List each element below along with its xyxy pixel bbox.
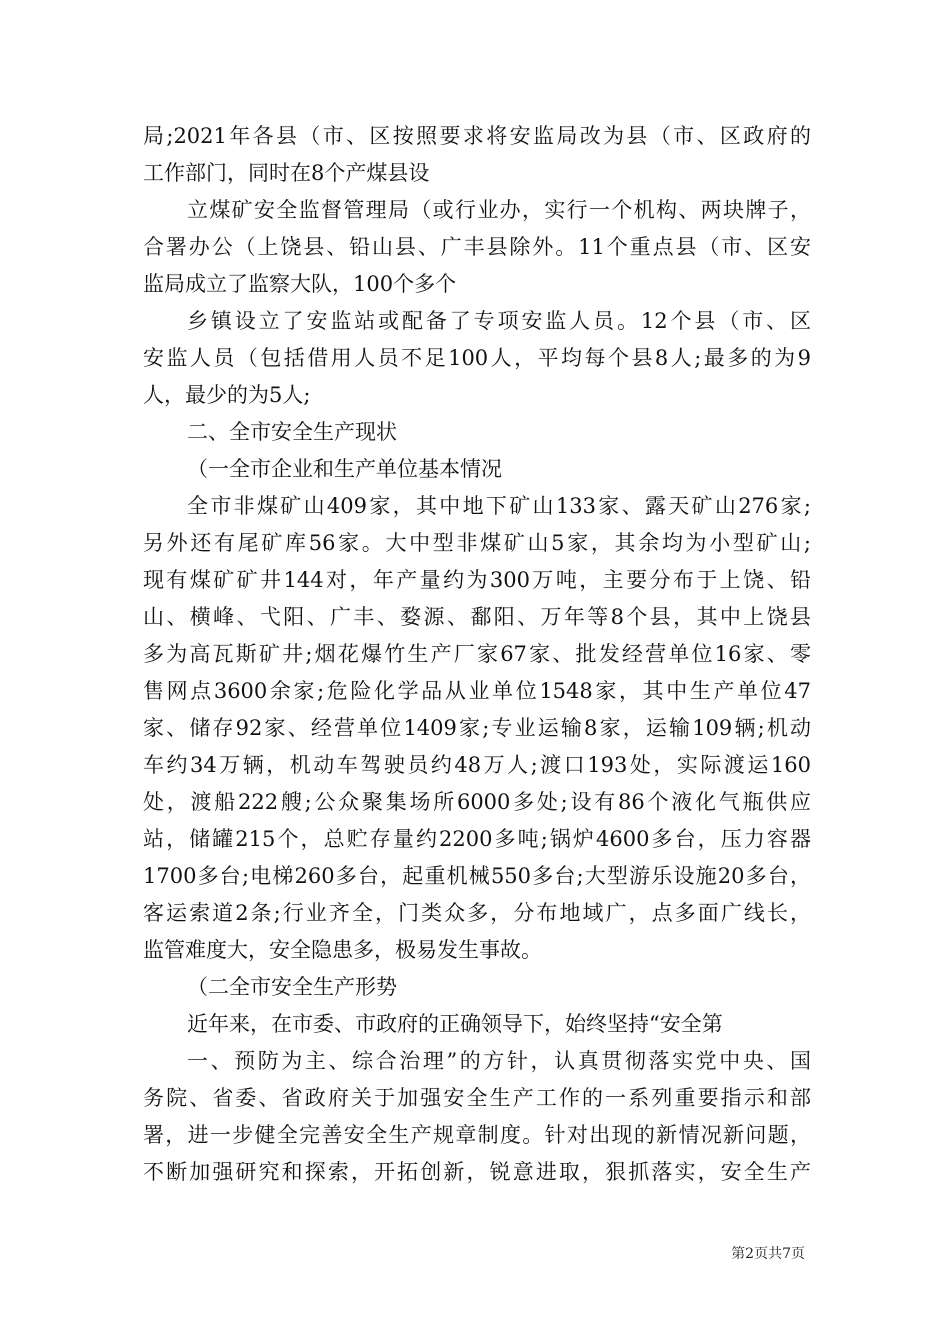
- text-line: 二、全市安全生产现状: [187, 420, 397, 444]
- text-line: 立煤矿安全监督管理局（或行业办，实行一个机构、两块牌子，: [187, 198, 811, 222]
- text-line: 多为高瓦斯矿井;烟花爆竹生产厂家67家、批发经营单位16家、零: [143, 642, 811, 666]
- text-line: 客运索道2条;行业齐全，门类众多，分布地域广，点多面广线长，: [143, 901, 811, 925]
- text-line: 站，储罐215个，总贮存量约2200多吨;锅炉4600多台，压力容器: [143, 827, 811, 851]
- text-line: 安监人员（包括借用人员不足100人，平均每个县8人;最多的为9: [143, 346, 811, 370]
- text-line: 一、预防为主、综合治理”的方针，认真贯彻落实党中央、国: [187, 1049, 811, 1073]
- text-line: 署，进一步健全完善安全生产规章制度。针对出现的新情况新问题，: [143, 1123, 811, 1147]
- text-line: 近年来，在市委、市政府的正确领导下，始终坚持“安全第: [187, 1012, 723, 1036]
- text-line: 监局成立了监察大队，100个多个: [143, 272, 457, 296]
- text-line: 车约34万辆，机动车驾驶员约48万人;渡口193处，实际渡运160: [143, 753, 811, 777]
- text-line: 家、储存92家、经营单位1409家;专业运输8家，运输109辆;机动: [143, 716, 811, 740]
- text-line: 务院、省委、省政府关于加强安全生产工作的一系列重要指示和部: [143, 1086, 811, 1110]
- text-line: 处，渡船222艘;公众聚集场所6000多处;设有86个液化气瓶供应: [143, 790, 811, 814]
- text-line: 人，最少的为5人;: [143, 383, 311, 407]
- text-line: 另外还有尾矿库56家。大中型非煤矿山5家，其余均为小型矿山;: [143, 531, 811, 555]
- text-line: 售网点3600余家;危险化学品从业单位1548家，其中生产单位47: [143, 679, 811, 703]
- text-line: 乡镇设立了安监站或配备了专项安监人员。12个县（市、区: [187, 309, 811, 333]
- text-line: 监管难度大，安全隐患多，极易发生事故。: [143, 938, 542, 962]
- page-number-footer: 第2页共7页: [731, 1246, 805, 1262]
- text-line: 局;2021年各县（市、区按照要求将安监局改为县（市、区政府的: [143, 124, 811, 148]
- text-line: 全市非煤矿山409家，其中地下矿山133家、露天矿山276家;: [187, 494, 811, 518]
- text-line: （二全市安全生产形势: [187, 975, 397, 999]
- text-line: 山、横峰、弋阳、广丰、婺源、鄱阳、万年等8个县，其中上饶县: [143, 605, 811, 629]
- document-body: [143, 118, 811, 1191]
- text-line: 1700多台;电梯260多台，起重机械550多台;大型游乐设施20多台，: [143, 864, 811, 888]
- text-line: 现有煤矿矿井144对，年产量约为300万吨，主要分布于上饶、铅: [143, 568, 811, 592]
- text-line: 不断加强研究和探索，开拓创新，锐意进取，狠抓落实，安全生产: [143, 1160, 811, 1184]
- text-line: 工作部门，同时在8个产煤县设: [143, 161, 430, 185]
- text-line: （一全市企业和生产单位基本情况: [187, 457, 502, 481]
- text-line: 合署办公（上饶县、铅山县、广丰县除外。11个重点县（市、区安: [143, 235, 811, 259]
